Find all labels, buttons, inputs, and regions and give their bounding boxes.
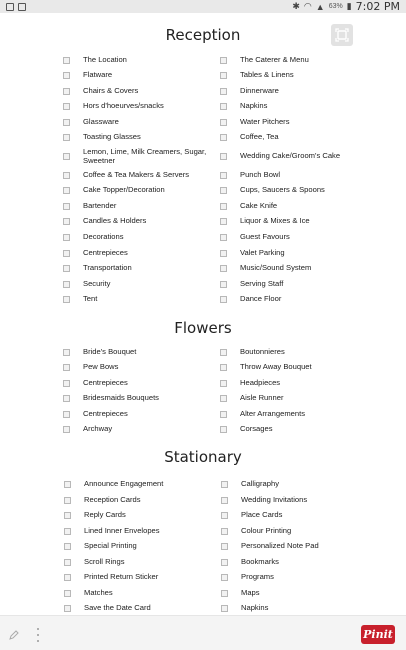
checklist-item xyxy=(63,295,97,304)
checkbox-icon xyxy=(63,88,70,95)
checkbox-icon xyxy=(221,481,228,488)
checklist-item-label: Toasting Glasses xyxy=(83,132,141,141)
checkbox-icon xyxy=(63,119,70,126)
checklist-item-label: Coffee, Tea xyxy=(240,132,279,141)
checklist-item xyxy=(220,152,340,161)
checklist-item xyxy=(64,542,137,551)
checklist-item-label: Reply Cards xyxy=(84,510,126,519)
checkbox-icon xyxy=(64,481,71,488)
checklist-item xyxy=(63,87,138,96)
checklist-item xyxy=(64,573,158,582)
checklist-item xyxy=(220,249,285,258)
checklist-item-label: Decorations xyxy=(83,232,124,241)
checkbox-icon xyxy=(220,203,227,210)
checklist-item-label: Printed Return Sticker xyxy=(84,572,159,581)
checkbox-icon xyxy=(221,605,228,612)
checklist-item-label: Tent xyxy=(83,294,98,303)
status-bar xyxy=(0,0,406,13)
checklist-item xyxy=(63,394,159,403)
battery-percent: 63% xyxy=(328,3,343,10)
checklist-item xyxy=(220,280,283,289)
checkbox-icon xyxy=(220,364,227,371)
checkbox-icon xyxy=(63,218,70,225)
section-title-stationary: Stationary xyxy=(164,448,242,466)
checklist-item-label: Dinnerware xyxy=(240,86,279,95)
section-title-reception: Reception xyxy=(165,26,241,44)
checkbox-icon xyxy=(221,574,228,581)
edit-icon[interactable] xyxy=(8,629,20,641)
checkbox-icon xyxy=(220,119,227,126)
checklist-item-label: Lemon, Lime, Milk Creamers, Sugar, Sweetner xyxy=(83,147,207,165)
checklist-item-label: Pew Bows xyxy=(83,362,119,371)
system-icons xyxy=(292,0,400,13)
checkbox-icon xyxy=(220,153,227,160)
checkbox-icon xyxy=(63,265,70,272)
checklist-item-label: Throw Away Bouquet xyxy=(240,362,312,371)
checklist-item xyxy=(63,264,132,273)
checkbox-icon xyxy=(63,364,70,371)
checklist-item-label: Alter Arrangements xyxy=(240,409,305,418)
checklist-item-label: Scroll Rings xyxy=(84,557,125,566)
checklist-item-label: Aisle Runner xyxy=(240,393,284,402)
checkbox-icon xyxy=(63,103,70,110)
checkbox-icon xyxy=(221,512,228,519)
checklist-item-label: Bartender xyxy=(83,201,117,210)
checklist-item-label: Candles & Holders xyxy=(83,216,147,225)
checkbox-icon xyxy=(221,528,228,535)
checkbox-icon xyxy=(220,265,227,272)
checklist-item-label: Coffee & Tea Makers & Servers xyxy=(83,170,190,179)
checkbox-icon xyxy=(220,250,227,257)
checklist-item xyxy=(220,363,312,372)
checklist-item-label: Tables & Linens xyxy=(240,70,294,79)
checklist-item-label: Glassware xyxy=(83,117,119,126)
checklist-item-label: Wedding Cake/Groom's Cake xyxy=(240,151,341,160)
checkbox-icon xyxy=(63,172,70,179)
checklist-item-label: Matches xyxy=(84,588,113,597)
checkbox-icon xyxy=(220,395,227,402)
checklist-item-label: Wedding Invitations xyxy=(241,495,308,504)
checklist-item xyxy=(63,280,110,289)
wifi-icon: ◠ xyxy=(303,1,312,11)
checkbox-icon xyxy=(64,605,71,612)
pinit-button[interactable]: Pinit xyxy=(361,625,395,644)
checklist-item xyxy=(221,511,282,520)
checklist-item-label: Bride's Bouquet xyxy=(83,347,137,356)
battery-icon: ▮ xyxy=(346,1,352,11)
checklist-item xyxy=(63,249,128,258)
checklist-item xyxy=(220,264,311,273)
checkbox-icon xyxy=(220,411,227,418)
checklist-item-label: Guest Favours xyxy=(240,232,290,241)
checklist-image xyxy=(0,13,406,615)
checklist-item xyxy=(220,394,283,403)
checklist-item xyxy=(220,171,280,180)
checklist-item-label: Water Pitchers xyxy=(240,117,290,126)
checkbox-icon xyxy=(63,250,70,257)
checkbox-icon xyxy=(220,88,227,95)
checkbox-icon xyxy=(220,349,227,356)
checklist-item xyxy=(64,480,163,489)
checklist-item xyxy=(220,118,290,127)
checklist-item xyxy=(220,56,309,65)
checkbox-icon xyxy=(220,281,227,288)
checklist-item xyxy=(63,217,146,226)
bluetooth-icon: ✱ xyxy=(292,1,300,11)
signal-icon: ▲ xyxy=(315,1,325,12)
checkbox-icon xyxy=(220,172,227,179)
checkbox-icon xyxy=(63,203,70,210)
checkbox-icon xyxy=(64,559,71,566)
checkbox-icon xyxy=(63,153,70,160)
checklist-item xyxy=(63,202,116,211)
checklist-item-label: Cake Topper/Decoration xyxy=(83,185,165,194)
checkbox-icon xyxy=(64,574,71,581)
checklist-item xyxy=(64,589,113,598)
checklist-item xyxy=(63,348,136,357)
checklist-item-label: Headpieces xyxy=(240,378,281,387)
checkbox-icon xyxy=(63,395,70,402)
checklist-item xyxy=(220,202,277,211)
checkbox-icon xyxy=(63,72,70,79)
checklist-item-label: Centrepieces xyxy=(83,409,128,418)
checklist-item xyxy=(221,480,279,489)
checklist-item-label: Reception Cards xyxy=(84,495,141,504)
checklist-item-label: Colour Printing xyxy=(241,526,292,535)
checkbox-icon xyxy=(220,57,227,64)
checklist-item xyxy=(220,186,325,195)
more-options-icon[interactable] xyxy=(36,628,40,642)
checkbox-icon xyxy=(221,543,228,550)
checklist-item-label: Music/Sound System xyxy=(240,263,312,272)
checklist-item xyxy=(221,527,291,536)
checklist-item xyxy=(220,425,273,434)
checkbox-icon xyxy=(64,512,71,519)
checklist-item xyxy=(63,186,165,195)
notification-icons xyxy=(6,3,26,11)
checklist-item xyxy=(63,56,127,65)
checklist-item xyxy=(64,558,125,567)
checkbox-icon xyxy=(63,349,70,356)
checklist-item-label: Cups, Saucers & Spoons xyxy=(240,185,325,194)
checklist-item xyxy=(63,410,128,419)
checklist-item xyxy=(63,133,141,142)
checklist-item-label: Serving Staff xyxy=(240,279,284,288)
checklist-item-label: Personalized Note Pad xyxy=(241,541,319,550)
checkbox-icon xyxy=(221,559,228,566)
checklist-item-label: Dance Floor xyxy=(240,294,282,303)
checkbox-icon xyxy=(221,497,228,504)
checklist-item xyxy=(63,379,128,388)
checklist-item-label: Hors d'hoeurves/snacks xyxy=(83,101,164,110)
checkbox-icon xyxy=(63,187,70,194)
checklist-item-label: Punch Bowl xyxy=(240,170,281,179)
checklist-item xyxy=(221,604,268,613)
checklist-item xyxy=(220,87,279,96)
checklist-item xyxy=(64,604,151,613)
checkbox-icon xyxy=(64,590,71,597)
checklist-item-label: Lined Inner Envelopes xyxy=(84,526,160,535)
checkbox-icon xyxy=(220,72,227,79)
checklist-item-label: Transportation xyxy=(83,263,132,272)
checklist-item-label: Boutonnieres xyxy=(240,347,285,356)
checkbox-icon xyxy=(63,281,70,288)
checkbox-icon xyxy=(63,426,70,433)
checkbox-icon xyxy=(220,103,227,110)
checklist-item-label: Flatware xyxy=(83,70,113,79)
checklist-item xyxy=(63,171,189,180)
checkbox-icon xyxy=(63,296,70,303)
checklist-item xyxy=(220,233,290,242)
bottom-bar xyxy=(0,615,406,650)
checklist-item-label: Centrepieces xyxy=(83,248,128,257)
checkbox-icon xyxy=(220,234,227,241)
checklist-item-label: Bookmarks xyxy=(241,557,279,566)
checkbox-icon xyxy=(63,57,70,64)
checklist-item xyxy=(220,217,310,226)
checklist-item-label: Chairs & Covers xyxy=(83,86,139,95)
checklist-item-label: Special Printing xyxy=(84,541,137,550)
checklist-item-label: Maps xyxy=(241,588,260,597)
checklist-item xyxy=(220,410,305,419)
checklist-item xyxy=(220,71,294,80)
checklist-item-label: Calligraphy xyxy=(241,479,279,488)
checklist-item-label: Napkins xyxy=(240,101,268,110)
checklist-item xyxy=(63,363,118,372)
checkbox-icon xyxy=(220,296,227,303)
checklist-item-label: Corsages xyxy=(240,424,273,433)
checklist-item xyxy=(220,348,285,357)
checklist-item xyxy=(221,573,274,582)
checklist-item xyxy=(64,511,126,520)
checkbox-icon xyxy=(220,380,227,387)
checkbox-icon xyxy=(220,187,227,194)
checkbox-icon xyxy=(64,528,71,535)
checklist-item xyxy=(63,148,213,165)
section-title-flowers: Flowers xyxy=(174,319,232,337)
checklist-item xyxy=(63,71,112,80)
checklist-item xyxy=(220,133,279,142)
checklist-item xyxy=(221,589,260,598)
checkbox-icon xyxy=(63,234,70,241)
checklist-item xyxy=(220,379,280,388)
checkbox-icon xyxy=(63,380,70,387)
checklist-item-label: Programs xyxy=(241,572,274,581)
clock: 7:02 PM xyxy=(355,0,400,13)
checklist-item xyxy=(64,496,141,505)
checklist-item xyxy=(220,102,267,111)
checkbox-icon xyxy=(221,590,228,597)
checklist-item xyxy=(221,542,319,551)
checklist-item xyxy=(63,118,119,127)
checklist-item-label: Save the Date Card xyxy=(84,603,151,612)
checkbox-icon xyxy=(63,134,70,141)
checklist-item-label: Announce Engagement xyxy=(84,479,164,488)
checklist-item-label: Security xyxy=(83,279,111,288)
checkbox-icon xyxy=(220,218,227,225)
checklist-item-label: Liquor & Mixes & Ice xyxy=(240,216,310,225)
checkbox-icon xyxy=(63,411,70,418)
checklist-item-label: Napkins xyxy=(241,603,269,612)
checklist-item-label: Valet Parking xyxy=(240,248,285,257)
checklist-item-label: Archway xyxy=(83,424,113,433)
checklist-item-label: Centrepieces xyxy=(83,378,128,387)
checklist-item xyxy=(63,425,112,434)
checkbox-icon xyxy=(64,497,71,504)
checklist-item-label: Cake Knife xyxy=(240,201,278,210)
checklist-item-label: Place Cards xyxy=(241,510,283,519)
checklist-item-label: Bridesmaids Bouquets xyxy=(83,393,159,402)
checklist-item xyxy=(220,295,281,304)
checklist-item xyxy=(221,496,307,505)
checklist-item xyxy=(63,233,124,242)
checklist-item xyxy=(63,102,164,111)
notification-icon xyxy=(6,3,14,11)
checklist-item-label: The Caterer & Menu xyxy=(240,55,309,64)
checkbox-icon xyxy=(220,134,227,141)
gallery-icon xyxy=(18,3,26,11)
checkbox-icon xyxy=(64,543,71,550)
checklist-item xyxy=(64,527,160,536)
checklist-item-label: The Location xyxy=(83,55,127,64)
checkbox-icon xyxy=(220,426,227,433)
checklist-item xyxy=(221,558,279,567)
